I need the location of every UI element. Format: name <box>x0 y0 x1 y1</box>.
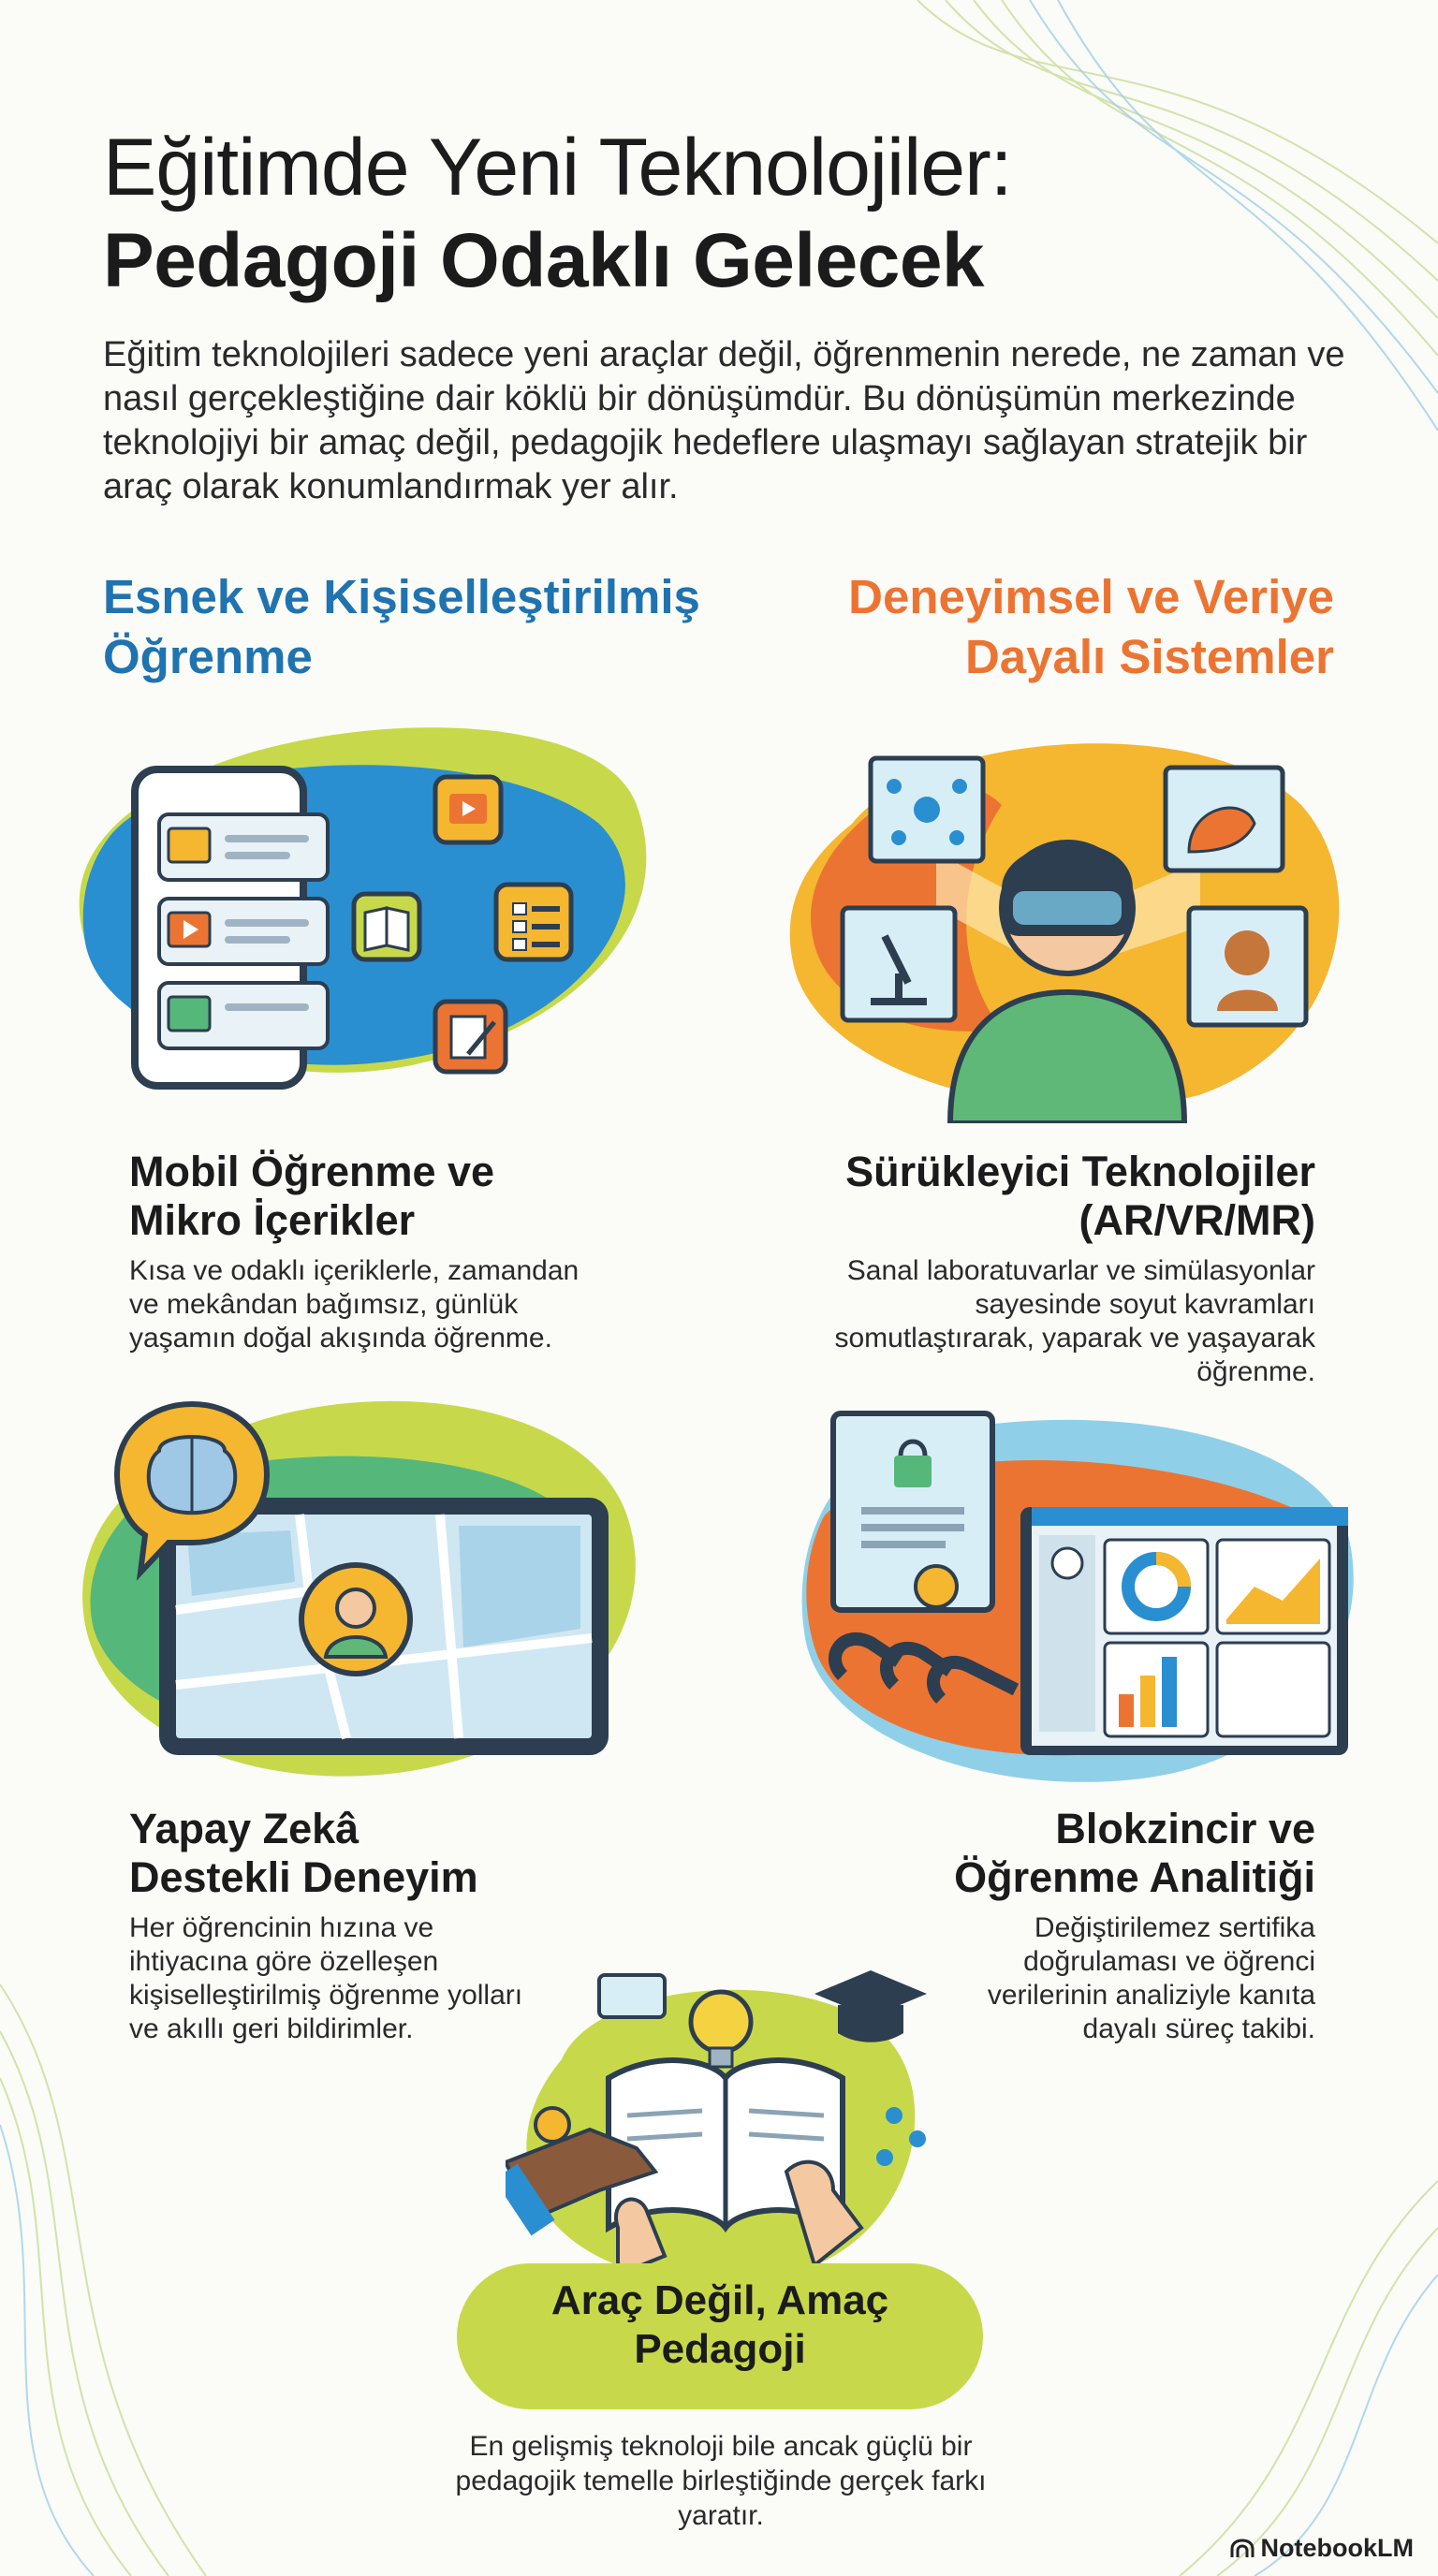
card-blockchain-text: Değiştirilemez sertifika doğrulaması ve öğrenci verilerinin analiziyle kanıta dayalı süreç takibi. <box>987 1912 1315 2044</box>
card-ai-title <box>129 1805 653 1902</box>
card-ai-text: Her öğrencinin hızına ve ihtiyacına göre özelleşen kişiselleştirilmiş öğrenme yolları ve akıllı geri bildirimler. <box>129 1912 523 2044</box>
card-vr-text: Sanal laboratuvarlar ve simülasyonlar sayesinde soyut kavramları somutlaştırarak, yaparak ve yaşayarak öğrenme. <box>834 1255 1315 1387</box>
brand-label: NotebookLM <box>1260 2534 1414 2562</box>
pedagogy-title-line2: Pedagoji <box>634 2326 806 2372</box>
card-mobile-text: Kısa ve odaklı içeriklerle, zamandan ve mekândan bağımsız, günlük yaşamın doğal akışında öğrenme. <box>129 1255 580 1354</box>
pedagogy-illustration <box>506 1947 946 2303</box>
pedagogy-title-line1: Araç Değil, Amaç <box>550 2277 889 2323</box>
notebooklm-logo-icon <box>1229 2539 1255 2559</box>
intro-paragraph: Eğitim teknolojileri sadece yeni araçlar değil, öğrenmenin nerede, ne zaman ve nasıl gerçekleştiğine dair köklü bir dönüşümdür. Bu dönüşümün merkezinde teknolojiyi bir amaç değil, pedagojik hedeflere ulaşmayı sağlayan stratejik bir araç olarak konumlandırmak yer alır. <box>103 335 1345 506</box>
card-title-line2: Mikro İçerikler <box>129 1196 416 1244</box>
card-title-line1: Yapay Zekâ <box>129 1805 360 1852</box>
card-blockchain-title <box>824 1805 1315 1902</box>
page-title-line2: Pedagoji Odaklı Gelecek <box>103 218 985 303</box>
pedagogy-text: En gelişmiş teknoloji bile ancak güçlü bir pedagojik temelle birleştiğinde gerçek farkı yaratır. <box>455 2431 987 2531</box>
blockchain-analytics-illustration <box>786 1404 1367 1797</box>
card-title-line2: Öğrenme Analitiği <box>954 1853 1315 1901</box>
section-title-left: Esnek ve Kişiselleştirilmiş Öğrenme <box>103 570 700 683</box>
card-title-line1: Mobil Öğrenme ve <box>129 1148 495 1195</box>
pedagogy-title <box>457 2276 983 2374</box>
page-title-line1: Eğitimde Yeni Teknolojiler: <box>103 123 1012 212</box>
card-vr-title <box>768 1148 1315 1245</box>
ai-map-illustration <box>66 1385 665 1788</box>
notebooklm-brand <box>1229 2534 1414 2563</box>
card-title-line1: Sürükleyici Teknolojiler <box>845 1148 1315 1195</box>
card-mobile-title <box>129 1148 653 1245</box>
card-title-line2: Destekli Deneyim <box>129 1853 478 1901</box>
section-title-right: Deneyimsel ve Veriye Dayalı Sistemler <box>848 570 1334 683</box>
vr-illustration <box>777 711 1357 1123</box>
card-title-line2: (AR/VR/MR) <box>1078 1196 1315 1244</box>
mobile-learning-illustration <box>75 721 655 1114</box>
card-title-line1: Blokzincir ve <box>1055 1805 1315 1852</box>
